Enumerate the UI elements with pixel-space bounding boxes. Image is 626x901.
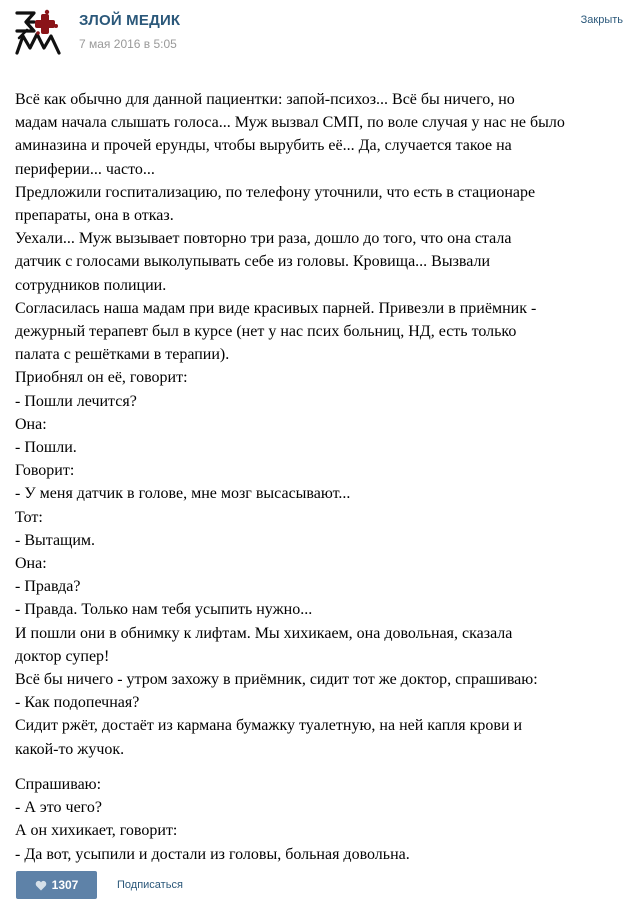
post-paragraph: Всё как обычно для данной пациентки: запой-психоз... Всё бы ничего, но мадам начала слышать голоса... Муж вызвал СМП, по воле случая у нас не было аминазина и прочей ерунды, чтобы вырубить её... Да, случается такое на периферии... часто... Предложили госпитализацию, по телефону уточнили, что есть в стационаре препараты, она в отказ. Уехали... Муж вызывает повторно три раза, дошло до того, что она стала датчик с голосами выколупывать себе из головы. Кровища... Вызвали сотрудников полиции. Согласилась наша мадам при виде красивых парней. Привезли в приёмник - дежурный терапевт был в курсе (нет у нас псих больниц, НД, есть только палата с решётками в терапии). Приобнял он её, говорит: - Пошли лечится? Она: - Пошли. Говорит: - У меня датчик в голове, мне мозг высасывают... Тот: - Вытащим. Она: - Правда? - Правда. Только нам тебя усыпить нужно... И пошли они в обнимку к лифтам. Мы хихикаем, она довольная, сказала доктор супер! Всё бы ничего - утром захожу в приёмник, сидит тот же доктор, спрашиваю: - Как подопечная? Сидит ржёт, достаёт из кармана бумажку туалетную, на ней капля крови и какой-то жучок. [15,91,565,758]
like-button[interactable] [16,871,97,899]
paragraph-gap [15,761,615,773]
evil-medic-logo-icon[interactable] [14,8,64,58]
heart-icon [35,880,47,891]
post-text [15,88,615,866]
like-count: 1307 [51,878,79,892]
subscribe-button[interactable]: Подписаться [117,879,183,891]
post-paragraph: Спрашиваю: - А это чего? А он хихикает, говорит: - Да вот, усыпили и достали из головы, больная довольна. [15,775,410,863]
post-date[interactable]: 7 мая 2016 в 5:05 [79,37,177,51]
close-button[interactable]: Закрыть [580,14,623,26]
author-name[interactable]: ЗЛОЙ МЕДИК [79,12,181,29]
post-header [0,0,626,70]
post-footer [0,868,626,901]
